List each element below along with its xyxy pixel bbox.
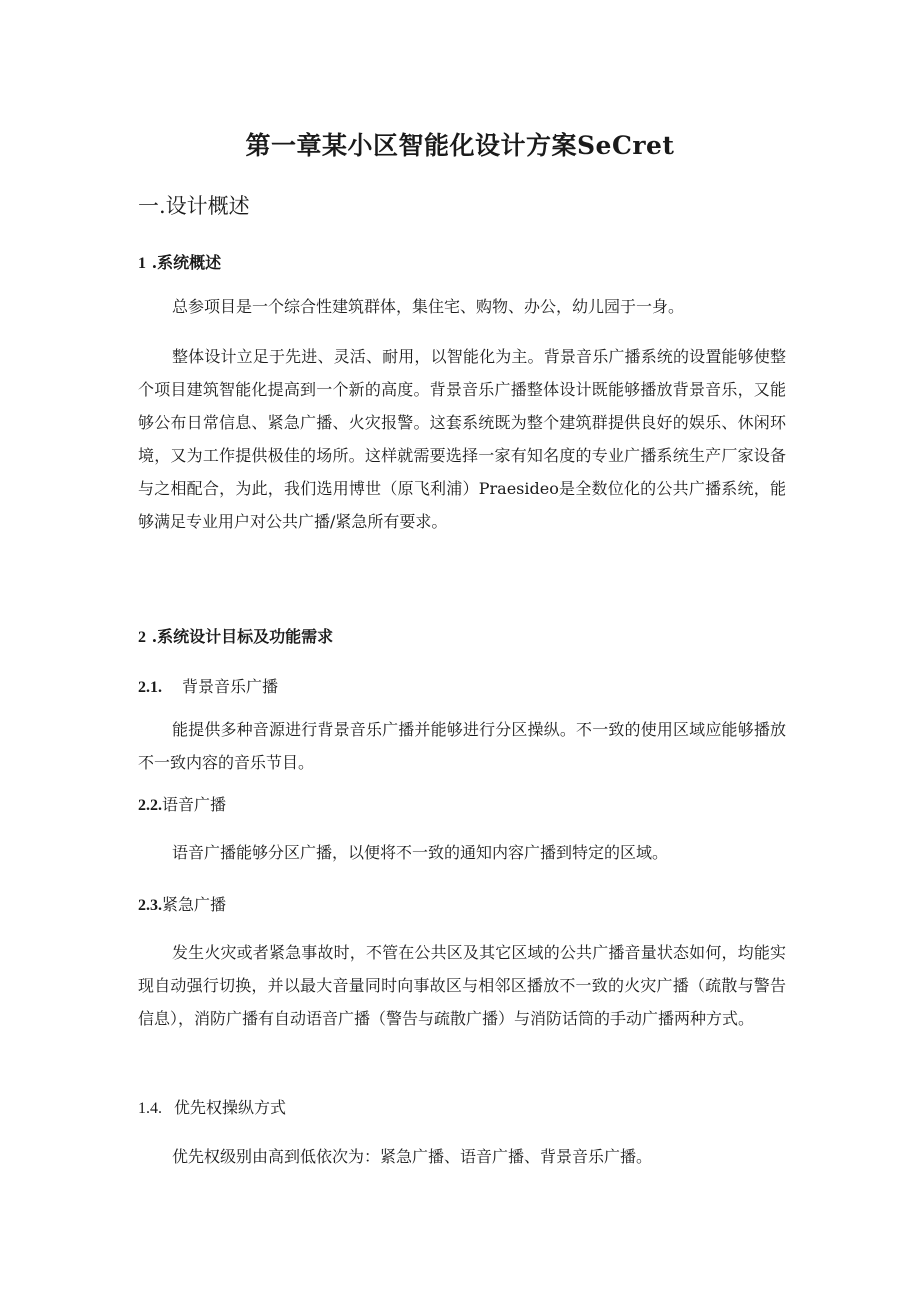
subsection-heading-system-overview xyxy=(138,250,221,273)
subsection-number: 2 xyxy=(138,629,146,646)
item-heading-priority-control xyxy=(138,1095,286,1118)
item-label: 优先权操纵方式 xyxy=(174,1098,287,1117)
paragraph-design-rationale: 整体设计立足于先进、灵活、耐用，以智能化为主。背景音乐广播系统的设置能够使整个项目建筑智能化提高到一个新的高度。背景音乐广播整体设计既能够播放背景音乐，又能够公布日常信息、紧急广播、火灾报警。这套系统既为整个建筑群提供良好的娱乐、休闲环境，又为工作提供极佳的场所。这样就需要选择一家有知名度的专业广播系统生产厂家设备与之相配合，为此，我们选用博世（原飞利浦）Praesideo是全数位化的公共广播系统，能够满足专业用户对公共广播/紧急所有要求。 xyxy=(138,347,786,531)
paragraph-background-music: 能提供多种音源进行背景音乐广播并能够进行分区操纵。不一致的使用区域应能够播放不一致内容的音乐节目。 xyxy=(138,720,786,772)
item-heading-background-music xyxy=(138,674,278,697)
item-label: 语音广播 xyxy=(162,795,227,814)
paragraph-emergency-broadcast: 发生火灾或者紧急事故时，不管在公共区及其它区域的公共广播音量状态如何，均能实现自动强行切换，并以最大音量同时向事故区与相邻区播放不一致的火灾广播（疏散与警告信息），消防广播有自动语音广播（警告与疏散广播）与消防话筒的手动广播两种方式。 xyxy=(138,943,786,1028)
subsection-heading-design-goals xyxy=(138,624,333,647)
paragraph-voice-broadcast: 语音广播能够分区广播，以便将不一致的通知内容广播到特定的区域。 xyxy=(172,843,669,862)
section-heading-design-overview: 一.设计概述 xyxy=(138,194,250,218)
paragraph-priority-control: 优先权级别由高到低依次为：紧急广播、语音广播、背景音乐广播。 xyxy=(172,1147,653,1166)
item-number: 2.3. xyxy=(138,897,162,914)
item-number: 2.2. xyxy=(138,797,162,814)
item-label: 紧急广播 xyxy=(162,895,227,914)
item-heading-emergency-broadcast xyxy=(138,892,226,915)
subsection-label: .系统概述 xyxy=(146,253,222,272)
item-heading-voice-broadcast xyxy=(138,792,226,815)
item-label: 背景音乐广播 xyxy=(182,677,279,696)
subsection-number: 1 xyxy=(138,255,146,272)
paragraph-project-summary: 总参项目是一个综合性建筑群体，集住宅、购物、办公，幼儿园于一身。 xyxy=(172,297,685,316)
item-number: 1.4. xyxy=(138,1100,162,1117)
item-number: 2.1. xyxy=(138,679,162,696)
subsection-label: .系统设计目标及功能需求 xyxy=(146,627,334,646)
document-title: 第一章某小区智能化设计方案SeCret xyxy=(245,131,675,160)
